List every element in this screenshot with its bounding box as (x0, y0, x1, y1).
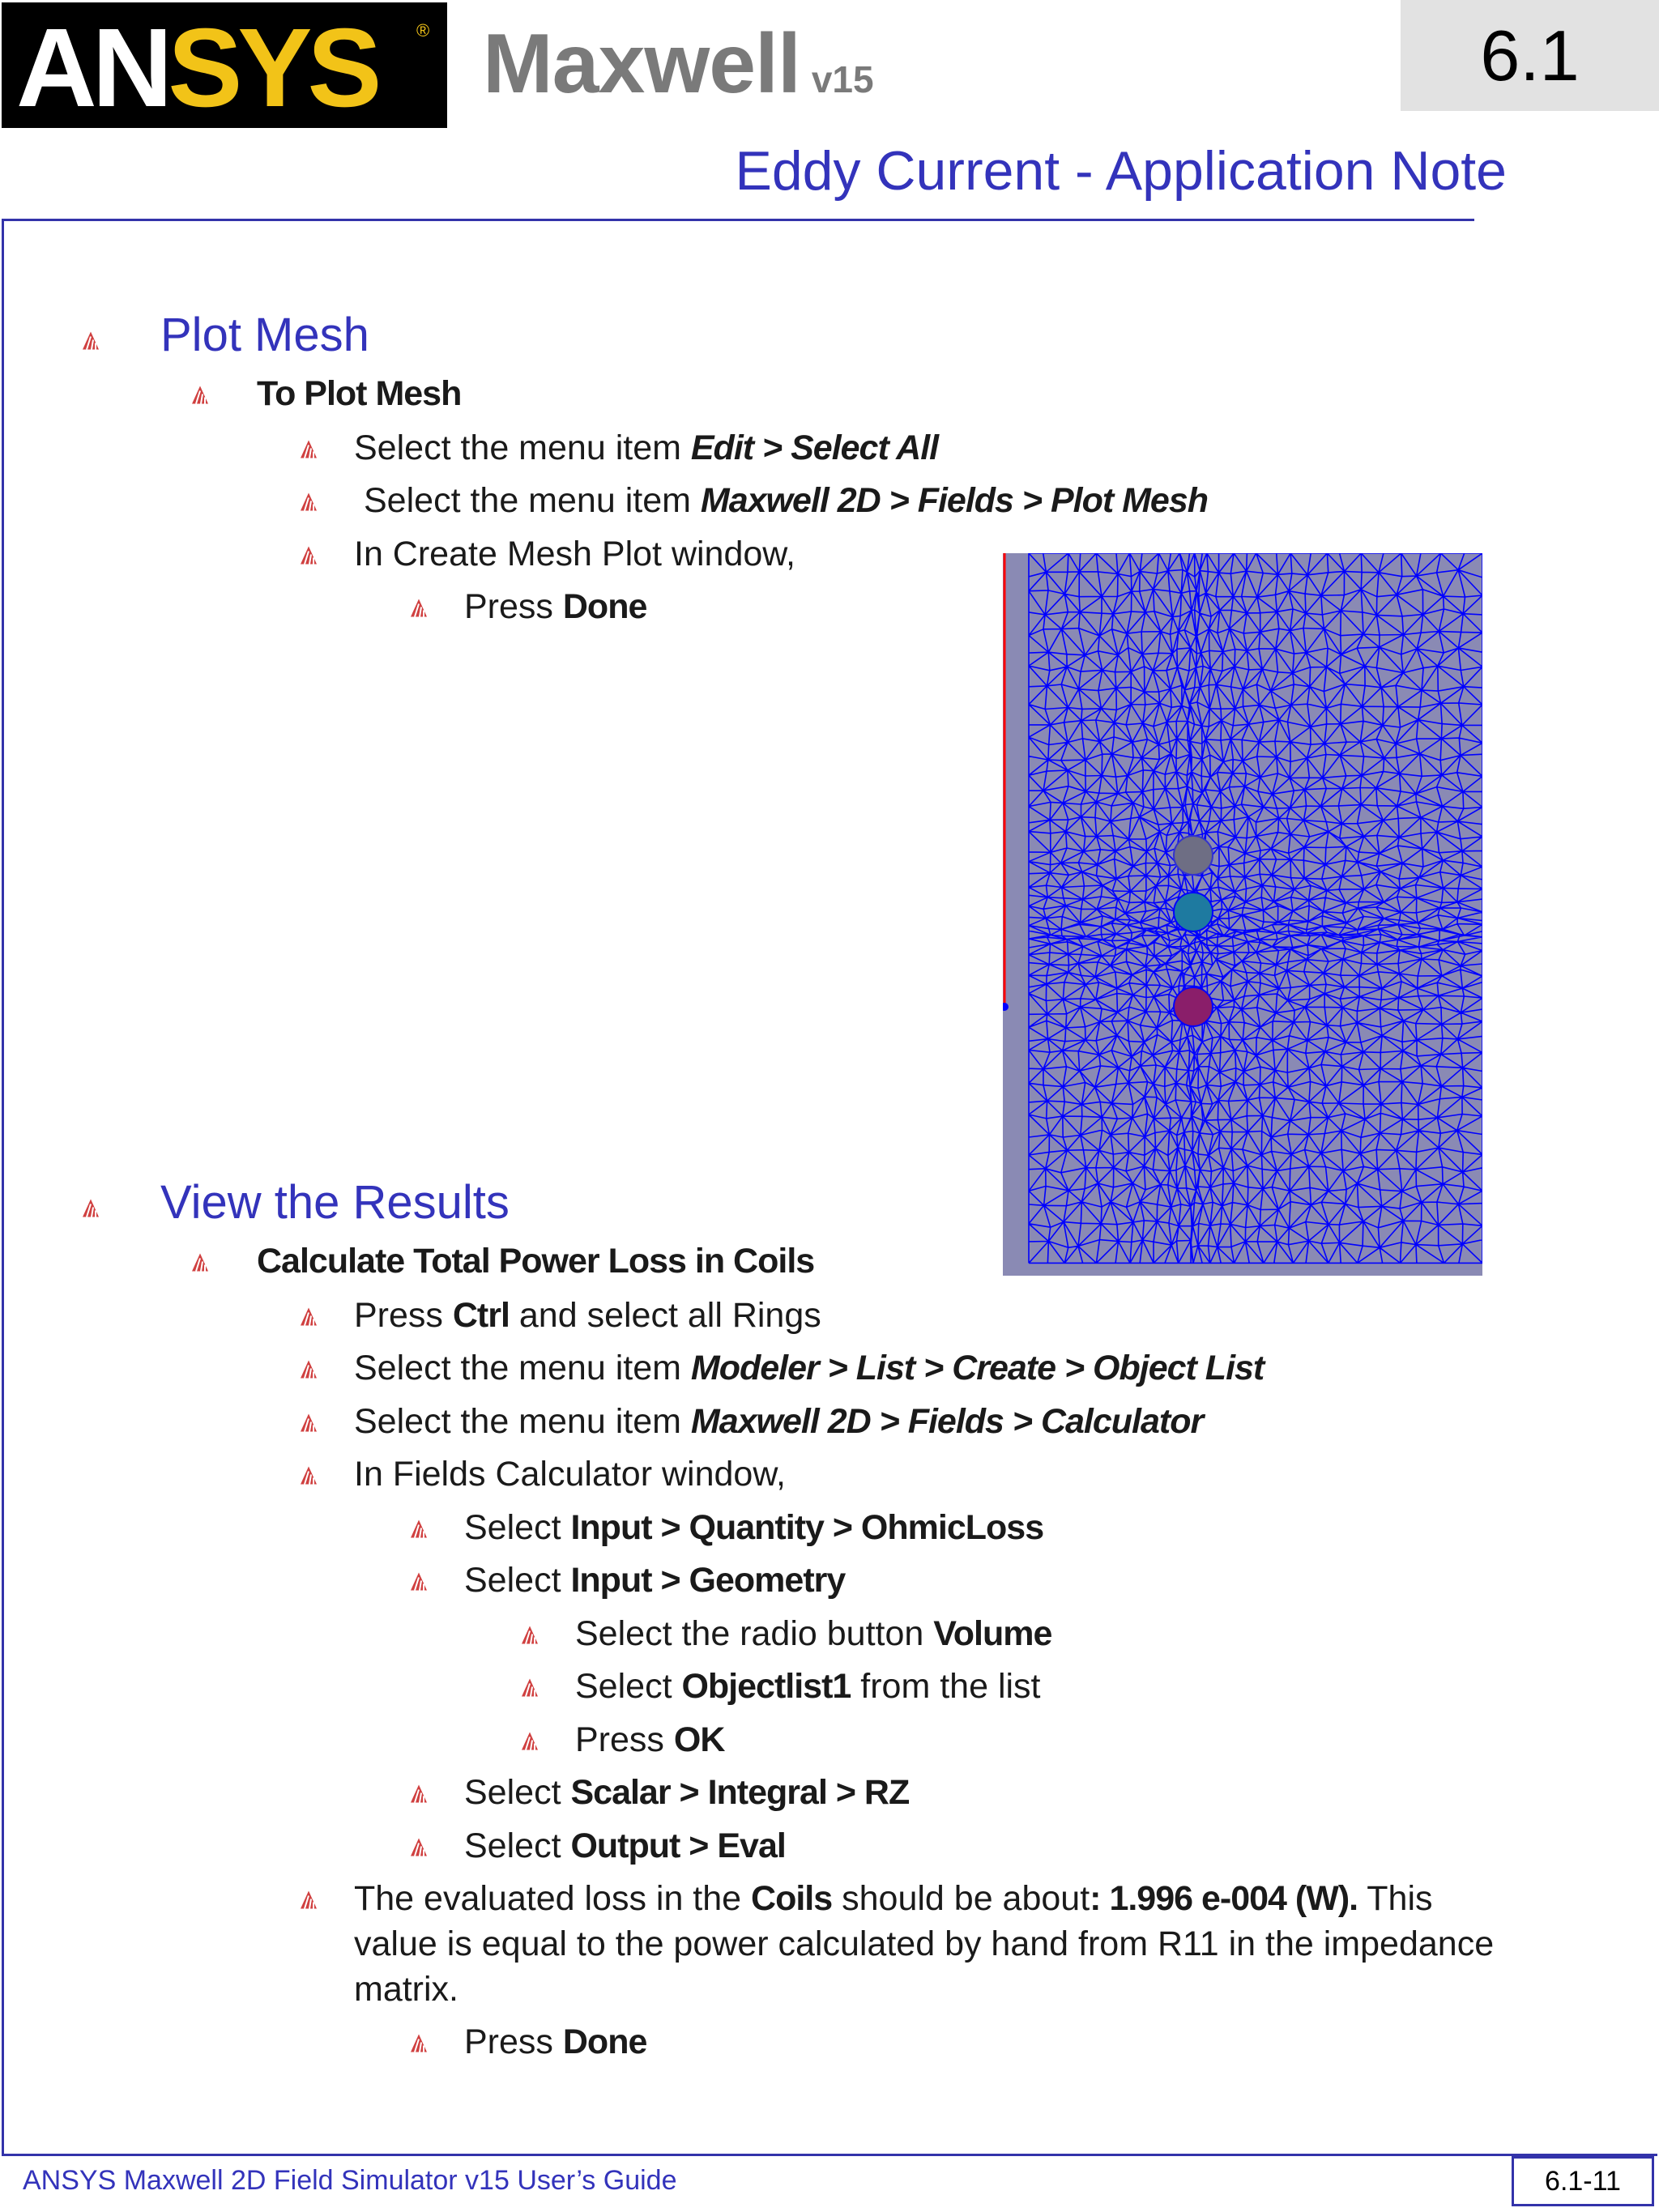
list-item: Press Done (464, 2022, 646, 2062)
bullet-icon (407, 587, 429, 627)
page-subtitle: Eddy Current - Application Note (735, 140, 1507, 202)
list-item-continuation: matrix. (354, 1970, 458, 2009)
bullet-icon (407, 2022, 429, 2062)
section-heading (160, 308, 369, 362)
loss-value: : 1.996 e-004 (W). (1090, 1879, 1358, 1918)
list-item: Press Done (464, 587, 646, 627)
list-item: Select Input > Quantity > OhmicLoss (464, 1508, 1043, 1548)
bullet-icon (297, 481, 318, 521)
product-name (483, 16, 874, 113)
section-heading-text: View the Results (160, 1176, 510, 1229)
bullet-icon (518, 1720, 539, 1760)
bullet-icon (407, 1773, 429, 1813)
footer-divider (2, 2154, 1657, 2156)
ansys-logo (2, 2, 447, 128)
subheading-text: To Plot Mesh (257, 374, 462, 413)
bullet-icon (297, 1349, 318, 1388)
section-heading (160, 1175, 510, 1230)
list-item: Select the menu item Modeler > List > Create > Object List (354, 1349, 1264, 1388)
ansys-logo-mark (2, 2, 447, 128)
bullet-icon (79, 1175, 100, 1230)
bullet-icon (79, 308, 100, 362)
footer-title: ANSYS Maxwell 2D Field Simulator v15 User’s Guide (23, 2165, 677, 2196)
section-heading-text: Plot Mesh (160, 309, 369, 361)
header-divider (2, 219, 1474, 221)
bullet-icon (518, 1667, 539, 1707)
list-item: Select Objectlist1 from the list (575, 1667, 1041, 1707)
svg-text:ANSYS: ANSYS (16, 6, 377, 128)
bullet-icon (297, 1879, 318, 1919)
menu-path: Maxwell 2D > Fields > Calculator (690, 1402, 1204, 1441)
bullet-icon (297, 535, 318, 574)
mesh-plot-image (1003, 553, 1482, 1276)
product-title: Maxwell (483, 17, 800, 111)
subheading (257, 1242, 814, 1281)
list-item: The evaluated loss in the Coils should be about: 1.996 e-004 (W). This (354, 1879, 1433, 1919)
list-item: Select the radio button Volume (575, 1614, 1051, 1654)
bullet-icon (407, 1508, 429, 1548)
list-item-continuation: value is equal to the power calculated by hand from R11 in the impedance (354, 1924, 1495, 1963)
list-item: Select the menu item Maxwell 2D > Fields > Calculator (354, 1402, 1203, 1442)
list-item: Select Scalar > Integral > RZ (464, 1773, 909, 1813)
chapter-number: 6.1 (1401, 0, 1659, 111)
list-item: In Fields Calculator window, (354, 1455, 786, 1494)
bullet-icon (189, 1242, 210, 1281)
bullet-icon (297, 1402, 318, 1442)
bullet-icon (297, 1455, 318, 1494)
menu-path: Maxwell 2D > Fields > Plot Mesh (700, 481, 1209, 520)
list-item: Press Ctrl and select all Rings (354, 1296, 821, 1336)
menu-path: Modeler > List > Create > Object List (690, 1349, 1265, 1387)
bullet-icon (297, 428, 318, 468)
menu-path: Edit > Select All (690, 428, 939, 467)
list-item: Select the menu item Maxwell 2D > Fields > Plot Mesh (364, 481, 1208, 521)
list-item: Press OK (575, 1720, 724, 1760)
svg-text:®: ® (416, 20, 430, 40)
list-item: Select Output > Eval (464, 1826, 786, 1866)
bullet-icon (407, 1561, 429, 1600)
bullet-icon (189, 374, 210, 414)
bullet-icon (407, 1826, 429, 1866)
subheading (257, 374, 461, 414)
subheading-text: Calculate Total Power Loss in Coils (257, 1242, 815, 1281)
list-item: Select the menu item Edit > Select All (354, 428, 938, 468)
page-number: 6.1-11 (1512, 2156, 1654, 2206)
bullet-icon (297, 1296, 318, 1336)
product-version: v15 (811, 58, 874, 100)
bullet-icon (518, 1614, 539, 1654)
list-item: In Create Mesh Plot window, (354, 535, 795, 574)
list-item: Select Input > Geometry (464, 1561, 845, 1600)
